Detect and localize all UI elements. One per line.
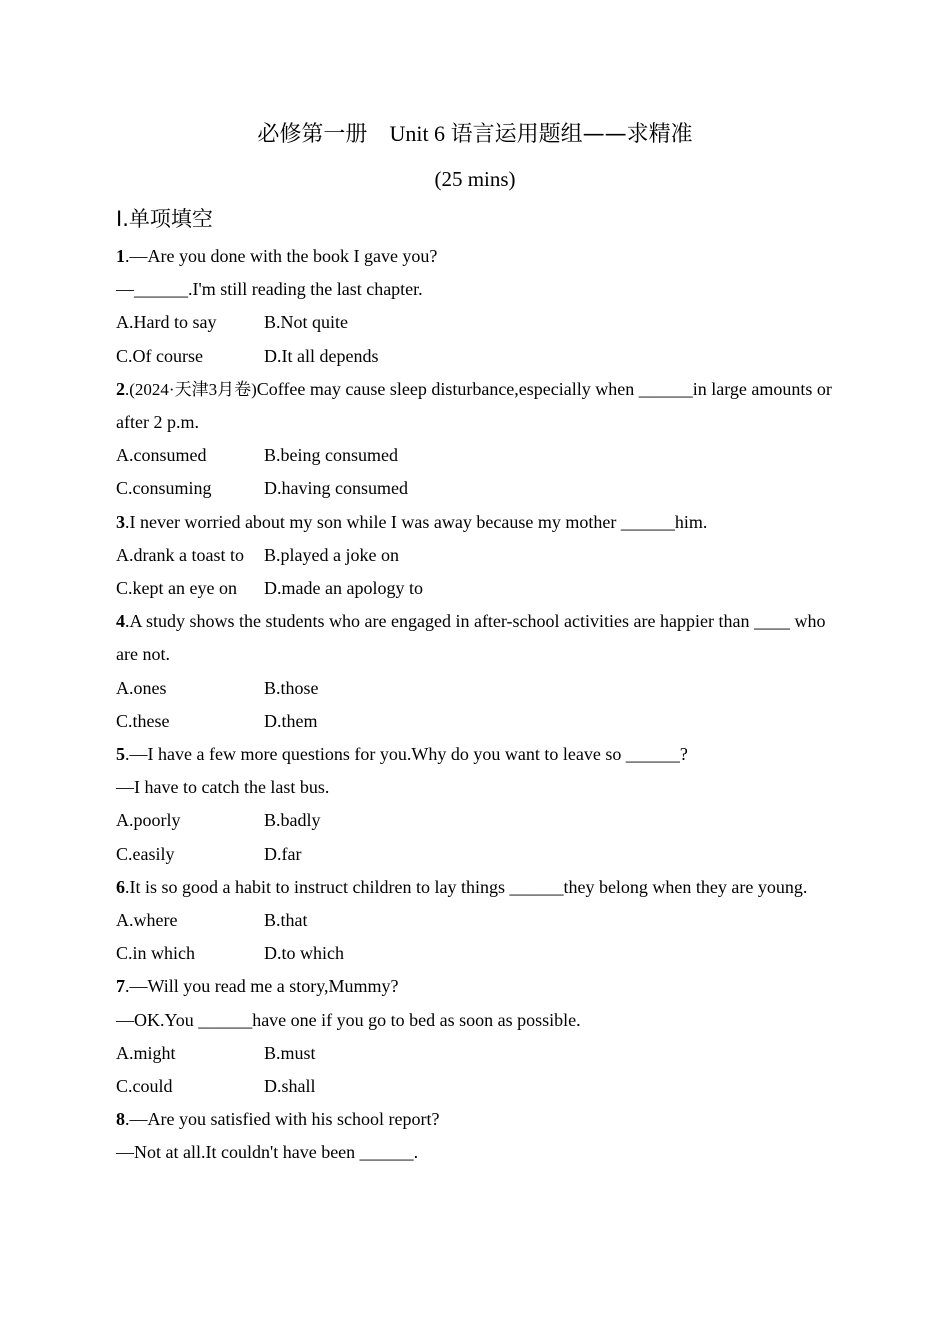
option-d: D.shall (264, 1076, 316, 1097)
question-text: .A study shows the students who are engaged in after-school activities are happier than ____ who are not. (116, 611, 826, 665)
question-list (116, 240, 841, 1170)
option-d: D.made an apology to (264, 578, 423, 599)
option-a: A.might (116, 1042, 176, 1063)
option-d: D.them (264, 710, 318, 731)
question-2 (116, 373, 841, 506)
question-text: .It is so good a habit to instruct children to lay things ______they belong when they are young. (125, 876, 808, 897)
section-heading: Ⅰ.单项填空 (116, 207, 213, 231)
option-d: D.having consumed (264, 478, 408, 499)
title-part-2: 语言运用题组——求精准 (450, 122, 693, 147)
question-number: 1 (116, 246, 125, 266)
question-3 (116, 506, 841, 606)
option-a: A.ones (116, 677, 167, 698)
question-text-line2: —I have to catch the last bus. (116, 777, 330, 798)
page-title (0, 116, 950, 153)
title-unit: Unit 6 (389, 121, 446, 146)
question-text: .—Will you read me a story,Mummy? (125, 976, 399, 997)
duration: (25 mins) (434, 167, 516, 191)
question-text: .—Are you done with the book I gave you? (125, 246, 438, 266)
question-text-line2: —______.I'm still reading the last chapter. (116, 279, 423, 300)
option-d: D.far (264, 843, 302, 864)
question-5 (116, 738, 841, 871)
question-number: 7 (116, 976, 125, 997)
option-b: B.must (264, 1042, 316, 1063)
option-c: C.Of course (116, 345, 203, 366)
question-number: 3 (116, 511, 125, 532)
option-c: C.kept an eye on (116, 578, 237, 599)
question-number: 2 (116, 378, 125, 399)
question-text: .I never worried about my son while I was away because my mother ______him. (125, 511, 708, 532)
option-c: C.could (116, 1076, 173, 1097)
question-text: Coffee may cause sleep disturbance,especially when ______in large amounts or after 2 p.m. (116, 378, 832, 433)
question-number: 8 (116, 1109, 125, 1130)
option-b: B.badly (264, 810, 321, 831)
option-a: A.consumed (116, 445, 207, 466)
question-number: 6 (116, 876, 125, 897)
question-number: 4 (116, 611, 125, 632)
option-d: D.It all depends (264, 345, 379, 366)
option-a: A.Hard to say (116, 312, 217, 333)
question-6 (116, 871, 841, 971)
question-8 (116, 1103, 841, 1169)
option-b: B.being consumed (264, 445, 398, 466)
question-source: .(2024·天津3月卷) (125, 379, 257, 399)
option-a: A.drank a toast to (116, 544, 244, 565)
option-b: B.Not quite (264, 312, 348, 333)
question-number: 5 (116, 744, 125, 765)
option-b: B.played a joke on (264, 544, 399, 565)
question-7 (116, 970, 841, 1103)
option-a: A.poorly (116, 810, 181, 831)
option-b: B.those (264, 677, 319, 698)
question-text: .—Are you satisfied with his school report? (125, 1109, 440, 1130)
option-c: C.easily (116, 843, 175, 864)
option-a: A.where (116, 910, 178, 931)
option-c: C.consuming (116, 478, 212, 499)
question-4 (116, 605, 841, 738)
title-part-1: 必修第一册 (257, 122, 368, 147)
question-text: .—I have a few more questions for you.Why do you want to leave so ______? (125, 744, 688, 765)
option-b: B.that (264, 910, 308, 931)
option-c: C.these (116, 710, 170, 731)
question-text-line2: —Not at all.It couldn't have been ______. (116, 1142, 419, 1163)
question-text-line2: —OK.You ______have one if you go to bed as soon as possible. (116, 1009, 581, 1030)
option-c: C.in which (116, 943, 195, 964)
question-1 (116, 240, 841, 373)
option-d: D.to which (264, 943, 344, 964)
